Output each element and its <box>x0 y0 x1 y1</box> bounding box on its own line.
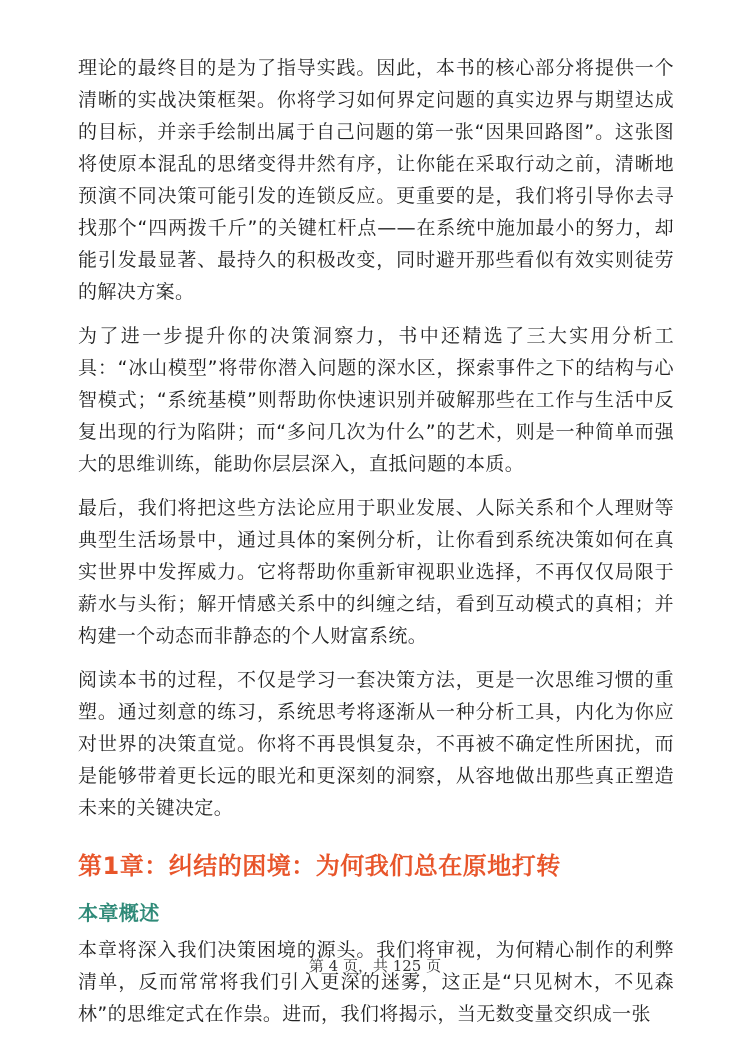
chapter-intro-paragraph: 本章将深入我们决策困境的源头。我们将审视，为何精心制作的利弊清单，反而常常将我们引入更深的迷雾，这正是“只见树木，不见森林”的思维定式在作祟。进而，我们将揭示，当无数变量交织成一张 <box>78 939 674 1025</box>
chapter-title: 第1章：纠结的困境：为何我们总在原地打转 <box>78 852 561 880</box>
section-title: 本章概述 <box>78 901 160 925</box>
body-paragraph-1: 理论的最终目的是为了指导实践。因此，本书的核心部分将提供一个清晰的实战决策框架。你将学习如何界定问题的真实边界与期望达成的目标，并亲手绘制出属于自己问题的第一张“因果回路图”。这张图将使原本混乱的思绪变得井然有序，让你能在采取行动之前，清晰地预演不同决策可能引发的连锁反应。更重要的是，我们将引导你去寻找那个“四两拨千斤”的关键杠杆点——在系统中施加最小的努力，却能引发最显著、最持久的积极改变，同时避开那些看似有效实则徒劳的解决方案。 <box>78 57 674 303</box>
page-footer: 第 4 页，共 125 页 <box>308 957 442 975</box>
document-body <box>78 52 674 1042</box>
body-paragraph-4: 阅读本书的过程，不仅是学习一套决策方法，更是一次思维习惯的重塑。通过刻意的练习，系统思考将逐渐从一种分析工具，内化为你应对世界的决策直觉。你将不再畏惧复杂，不再被不确定性所困扰，而是能够带着更长远的眼光和更深刻的洞察，从容地做出那些真正塑造未来的关键决定。 <box>78 669 674 819</box>
body-paragraph-2: 为了进一步提升你的决策洞察力，书中还精选了三大实用分析工具：“冰山模型”将带你潜入问题的深水区，探索事件之下的结构与心智模式；“系统基模”则帮助你快速识别并破解那些在工作与生活中反复出现的行为陷阱；而“多问几次为什么”的艺术，则是一种简单而强大的思维训练，能助你层层深入，直抵问题的本质。 <box>78 325 674 475</box>
body-paragraph-3: 最后，我们将把这些方法论应用于职业发展、人际关系和个人理财等典型生活场景中，通过具体的案例分析，让你看到系统决策如何在真实世界中发挥威力。它将帮助你重新审视职业选择，不再仅仅局限于薪水与头衔；解开情感关系中的纠缠之结，看到互动模式的真相；并构建一个动态而非静态的个人财富系统。 <box>78 497 674 647</box>
